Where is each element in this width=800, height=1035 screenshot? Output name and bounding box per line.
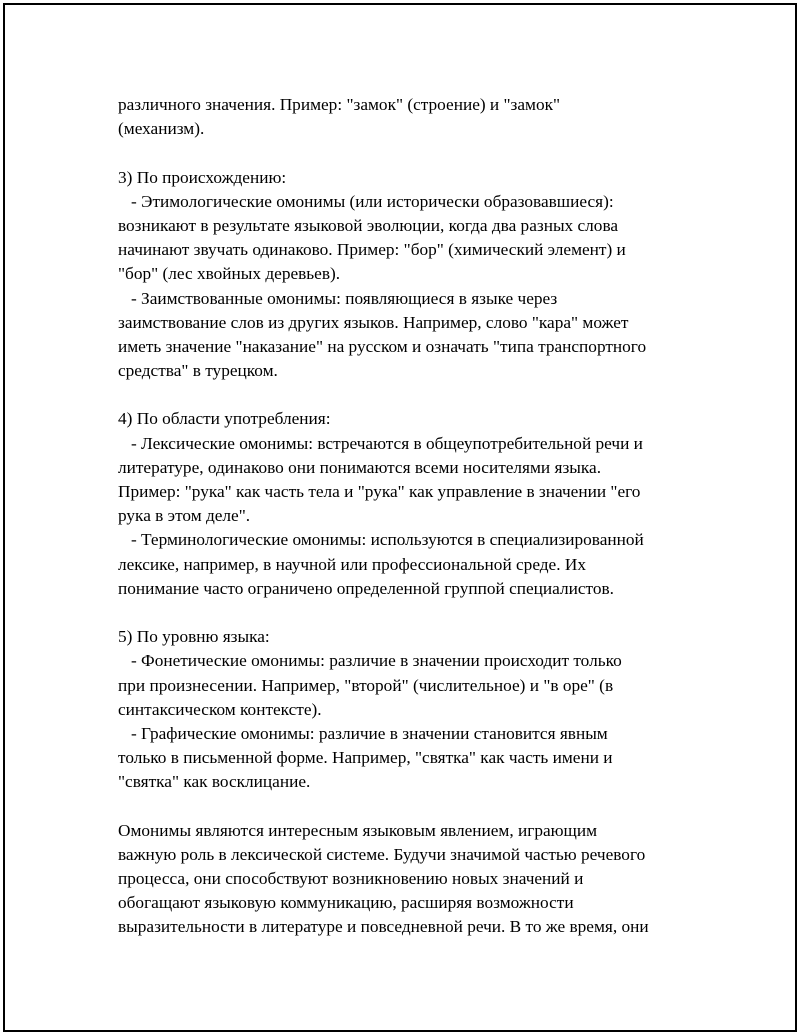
- blank-line: [118, 794, 718, 818]
- text-line: средства" в турецком.: [118, 361, 278, 381]
- text-line: выразительности в литературе и повседневной речи. В то же время, они: [118, 917, 649, 937]
- text-line: литературе, одинаково они понимаются всеми носителями языка.: [118, 457, 602, 477]
- text-line: возникают в результате языковой эволюции, когда два разных слова: [118, 215, 619, 235]
- section-heading: 4) По области употребления:: [118, 409, 331, 429]
- text-line: Омонимы являются интересным языковым явлением, играющим: [118, 820, 598, 840]
- text-line: "бор" (лес хвойных деревьев).: [118, 264, 341, 284]
- text-line: важную роль в лексической системе. Будучи значимой частью речевого: [118, 844, 646, 864]
- text-line: обогащают языковую коммуникацию, расширяя возможности: [118, 893, 574, 913]
- text-line: понимание часто ограничено определенной группой специалистов.: [118, 578, 614, 598]
- text-line: - Лексические омонимы: встречаются в общеупотребительной речи и: [118, 433, 643, 453]
- document-body: [118, 93, 718, 940]
- text-line: - Графические омонимы: различие в значении становится явным: [118, 723, 608, 743]
- text-line: только в письменной форме. Например, "святка" как часть имени и: [118, 748, 613, 768]
- text-line: "святка" как восклицание.: [118, 772, 311, 792]
- section-heading: 5) По уровню языка:: [118, 627, 270, 647]
- section-heading: 3) По происхождению:: [118, 167, 287, 187]
- text-line: - Заимствованные омонимы: появляющиеся в языке через: [118, 288, 558, 308]
- text-line: начинают звучать одинаково. Пример: "бор" (химический элемент) и: [118, 240, 626, 260]
- blank-line: [118, 383, 718, 407]
- text-line: - Этимологические омонимы (или исторически образовавшиеся):: [118, 191, 614, 211]
- text-line: заимствование слов из других языков. Например, слово "кара" может: [118, 312, 629, 332]
- text-line: лексике, например, в научной или профессиональной среде. Их: [118, 554, 586, 574]
- text-line: - Фонетические омонимы: различие в значении происходит только: [118, 651, 622, 671]
- text-line: при произнесении. Например, "второй" (числительное) и "в оре" (в: [118, 675, 614, 695]
- text-line: синтаксическом контексте).: [118, 699, 322, 719]
- text-line: процесса, они способствуют возникновению новых значений и: [118, 869, 584, 888]
- text-line: рука в этом деле".: [118, 506, 251, 526]
- text-line: (механизм).: [118, 119, 205, 139]
- text-line: различного значения. Пример: "замок" (строение) и "замок": [118, 95, 561, 114]
- blank-line: [118, 601, 718, 625]
- blank-line: [118, 141, 718, 165]
- text-line: Пример: "рука" как часть тела и "рука" как управление в значении "его: [118, 482, 641, 501]
- text-line: - Терминологические омонимы: используются в специализированной: [118, 530, 644, 550]
- text-line: иметь значение "наказание" на русском и означать "типа транспортного: [118, 336, 647, 356]
